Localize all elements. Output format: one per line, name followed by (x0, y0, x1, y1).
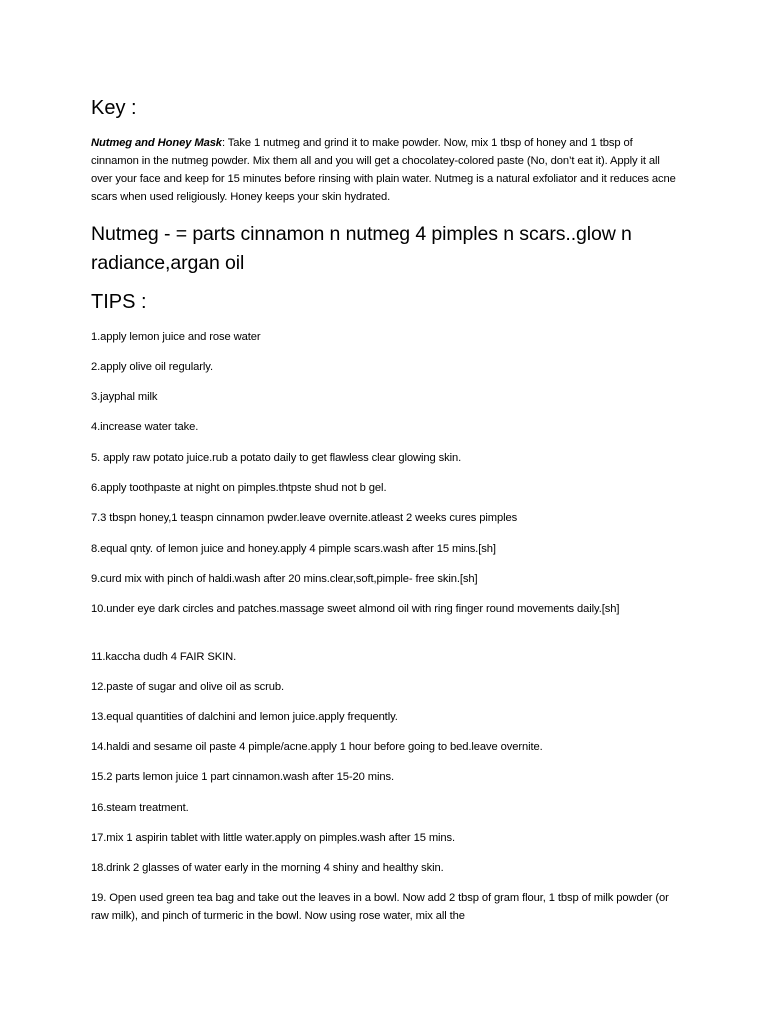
tip-item: 11.kaccha dudh 4 FAIR SKIN. (91, 651, 237, 663)
tip-item: 4.increase water take. (91, 421, 199, 433)
tip-item: 13.equal quantities of dalchini and lemon juice.apply frequently. (91, 711, 398, 723)
tip-item: 15.2 parts lemon juice 1 part cinnamon.wash after 15-20 mins. (91, 771, 394, 783)
tip-item: 2.apply olive oil regularly. (91, 361, 213, 373)
mask-body: : Take 1 nutmeg and grind it to make powder. Now, mix 1 tbsp of honey and 1 tbsp of cinnamon in the nutmeg powder. Mix them all and you will get a chocolatey-colored paste (No, don’t eat it). Apply it all over your face and keep for 15 minutes before rinsing with plain water. Nutmeg is a natural exfoliator and it reduces acne scars when used religiously. Honey keeps your skin hydrated. (91, 137, 676, 203)
mask-title: Nutmeg and Honey Mask (91, 137, 222, 149)
tip-item: 14.haldi and sesame oil paste 4 pimple/acne.apply 1 hour before going to bed.leave overnite. (91, 741, 543, 753)
tip-item: 19. Open used green tea bag and take out the leaves in a bowl. Now add 2 tbsp of gram flour, 1 tbsp of milk powder (or raw milk), and pinch of turmeric in the bowl. Now using rose water, mix all the (91, 892, 669, 922)
tip-item: 16.steam treatment. (91, 802, 189, 814)
tip-item: 3.jayphal milk (91, 391, 158, 403)
tip-item: 18.drink 2 glasses of water early in the morning 4 shiny and healthy skin. (91, 862, 444, 874)
tips-heading: TIPS : (91, 291, 147, 313)
tip-item: 1.apply lemon juice and rose water (91, 331, 261, 343)
tip-item: 9.curd mix with pinch of haldi.wash after 20 mins.clear,soft,pimple- free skin.[sh] (91, 573, 478, 585)
tip-item: 6.apply toothpaste at night on pimples.thtpste shud not b gel. (91, 482, 387, 494)
tip-item: 7.3 tbspn honey,1 teaspn cinnamon pwder.leave overnite.atleast 2 weeks cures pimples (91, 512, 518, 524)
nutmeg-honey-mask-paragraph (91, 134, 681, 206)
key-heading: Key : (91, 97, 137, 119)
tip-item: 8.equal qnty. of lemon juice and honey.apply 4 pimple scars.wash after 15 mins.[sh] (91, 543, 496, 555)
nutmeg-summary-line: Nutmeg - = parts cinnamon n nutmeg 4 pimples n scars..glow n radiance,argan oil (91, 223, 632, 274)
tip-item: 5. apply raw potato juice.rub a potato daily to get flawless clear glowing skin. (91, 452, 462, 464)
tip-item: 12.paste of sugar and olive oil as scrub. (91, 681, 285, 693)
tip-item: 10.under eye dark circles and patches.massage sweet almond oil with ring finger round movements daily.[sh] (91, 603, 620, 615)
tip-item: 17.mix 1 aspirin tablet with little water.apply on pimples.wash after 15 mins. (91, 832, 456, 844)
